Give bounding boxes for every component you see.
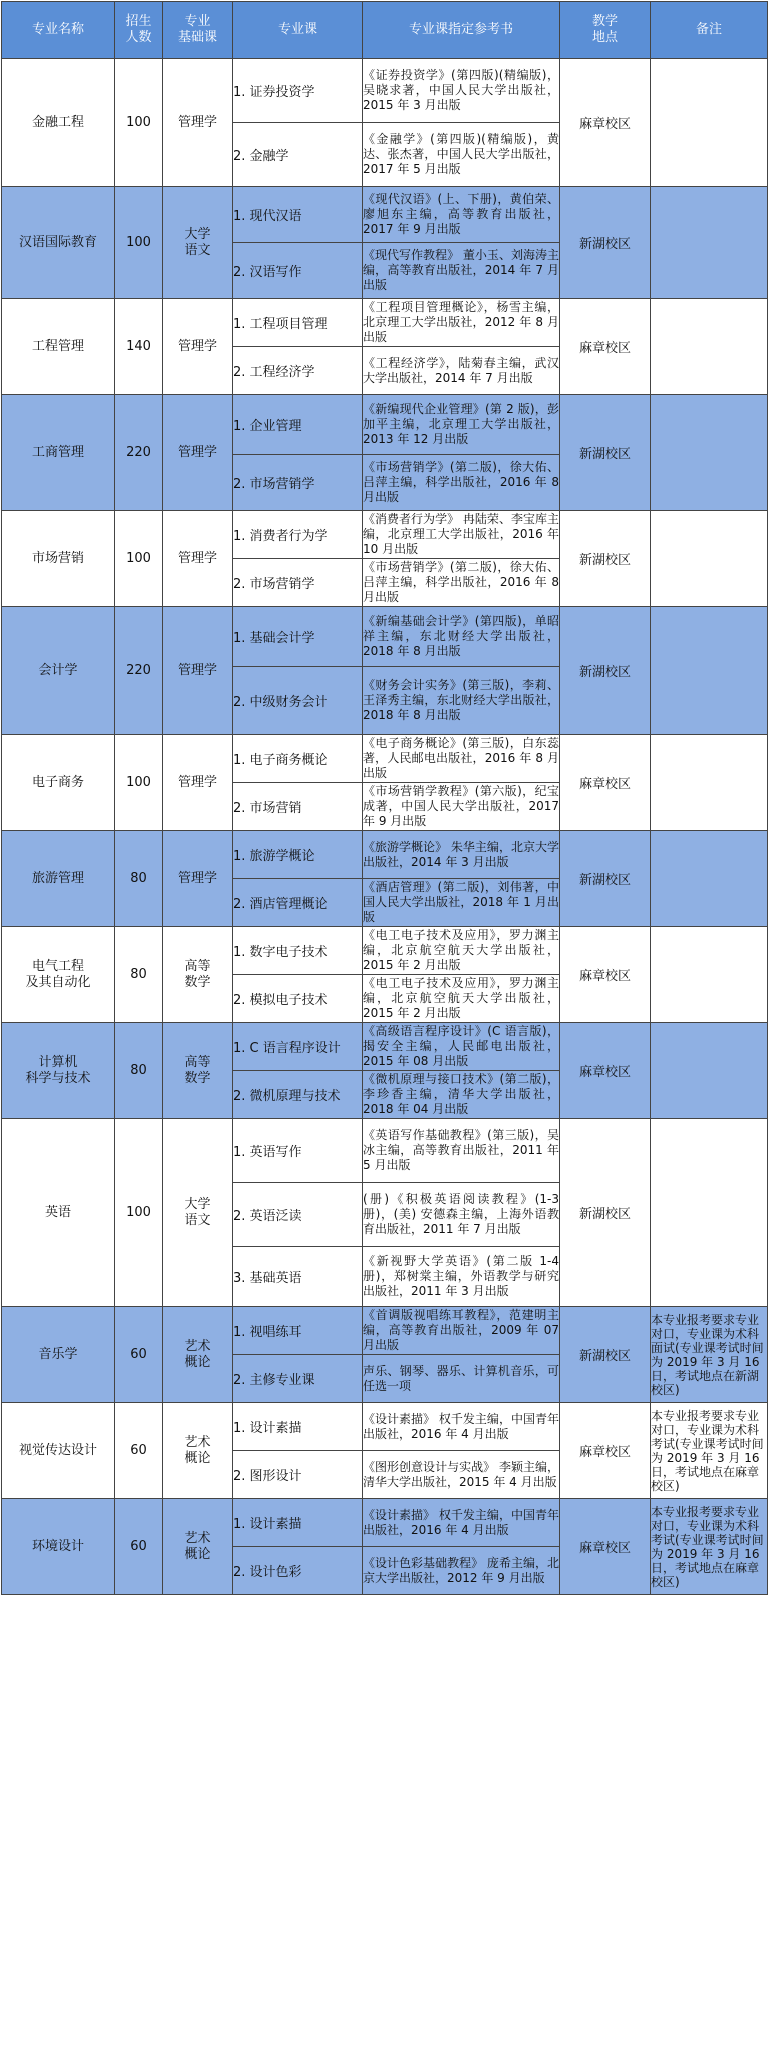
enroll-count-cell: 220 xyxy=(115,607,163,735)
reference-book-cell: (册)《积极英语阅读教程》(1-3 册)，(美) 安德森主编，上海外语教育出版社，2011 年 7 月出版 xyxy=(363,1183,560,1247)
table-body xyxy=(2,59,768,1595)
table-row xyxy=(2,1119,768,1183)
note-cell: 本专业报考要求专业对口，专业课为术科考试(专业课考试时间为 2019 年 3 月 16 日，考试地点在麻章校区) xyxy=(651,1499,768,1595)
reference-book-cell: 《新编现代企业管理》(第 2 版)，彭加平主编，北京理工大学出版社，2013 年 12 月出版 xyxy=(363,395,560,455)
reference-book-cell: 《英语写作基础教程》(第三版)，吴冰主编，高等教育出版社，2011 年 5 月出版 xyxy=(363,1119,560,1183)
campus-cell: 麻章校区 xyxy=(560,299,651,395)
enroll-count-cell: 100 xyxy=(115,735,163,831)
reference-book-cell: 《市场营销学》(第二版)，徐大佑、吕萍主编，科学出版社，2016 年 8 月出版 xyxy=(363,455,560,511)
course-name-cell: 2. 酒店管理概论 xyxy=(233,879,363,927)
note-cell xyxy=(651,607,768,735)
reference-book-cell: 《电工电子技术及应用》，罗力渊主编，北京航空航天大学出版社，2015 年 2 月出版 xyxy=(363,975,560,1023)
table-row xyxy=(2,607,768,667)
course-name-cell: 2. 微机原理与技术 xyxy=(233,1071,363,1119)
enroll-count-cell: 60 xyxy=(115,1307,163,1403)
course-name-cell: 2. 金融学 xyxy=(233,123,363,187)
campus-cell: 新湖校区 xyxy=(560,187,651,299)
basic-course-cell: 管理学 xyxy=(163,831,233,927)
major-name-cell: 计算机 科学与技术 xyxy=(2,1023,115,1119)
basic-course-cell: 管理学 xyxy=(163,511,233,607)
header-enroll: 招生 人数 xyxy=(115,2,163,59)
course-name-cell: 2. 市场营销学 xyxy=(233,559,363,607)
reference-book-cell: 《工程经济学》，陆菊春主编，武汉大学出版社，2014 年 7 月出版 xyxy=(363,347,560,395)
table-row xyxy=(2,395,768,455)
course-name-cell: 3. 基础英语 xyxy=(233,1247,363,1307)
header-note: 备注 xyxy=(651,2,768,59)
major-name-cell: 市场营销 xyxy=(2,511,115,607)
course-name-cell: 2. 英语泛读 xyxy=(233,1183,363,1247)
reference-book-cell: 《新编基础会计学》(第四版)，单昭祥主编，东北财经大学出版社，2018 年 8 月出版 xyxy=(363,607,560,667)
campus-cell: 新湖校区 xyxy=(560,831,651,927)
basic-course-cell: 艺术 概论 xyxy=(163,1499,233,1595)
enroll-count-cell: 60 xyxy=(115,1403,163,1499)
major-name-cell: 音乐学 xyxy=(2,1307,115,1403)
course-name-cell: 1. 消费者行为学 xyxy=(233,511,363,559)
basic-course-cell: 管理学 xyxy=(163,735,233,831)
course-name-cell: 1. 现代汉语 xyxy=(233,187,363,243)
enroll-count-cell: 80 xyxy=(115,831,163,927)
note-cell xyxy=(651,1119,768,1307)
reference-book-cell: 《首调版视唱练耳教程》，范建明主编，高等教育出版社，2009 年 07 月出版 xyxy=(363,1307,560,1355)
major-name-cell: 工程管理 xyxy=(2,299,115,395)
note-cell xyxy=(651,831,768,927)
reference-book-cell: 《新视野大学英语》(第二版 1-4 册)，郑树棠主编，外语教学与研究出版社，2011 年 3 月出版 xyxy=(363,1247,560,1307)
enroll-count-cell: 60 xyxy=(115,1499,163,1595)
table-row xyxy=(2,187,768,243)
reference-book-cell: 《金融学》(第四版)(精编版)，黄达、张杰著，中国人民大学出版社，2017 年 5 月出版 xyxy=(363,123,560,187)
course-name-cell: 1. 基础会计学 xyxy=(233,607,363,667)
course-name-cell: 1. 设计素描 xyxy=(233,1499,363,1547)
major-name-cell: 英语 xyxy=(2,1119,115,1307)
enroll-count-cell: 100 xyxy=(115,59,163,187)
note-cell xyxy=(651,395,768,511)
reference-book-cell: 《市场营销学教程》(第六版)，纪宝成著，中国人民大学出版社，2017 年 9 月出版 xyxy=(363,783,560,831)
course-name-cell: 1. 旅游学概论 xyxy=(233,831,363,879)
course-name-cell: 2. 主修专业课 xyxy=(233,1355,363,1403)
enrollment-table xyxy=(1,1,768,1595)
major-name-cell: 金融工程 xyxy=(2,59,115,187)
major-name-cell: 电气工程 及其自动化 xyxy=(2,927,115,1023)
major-name-cell: 环境设计 xyxy=(2,1499,115,1595)
campus-cell: 新湖校区 xyxy=(560,1307,651,1403)
reference-book-cell: 《电工电子技术及应用》，罗力渊主编，北京航空航天大学出版社，2015 年 2 月出版 xyxy=(363,927,560,975)
enroll-count-cell: 140 xyxy=(115,299,163,395)
reference-book-cell: 《高级语言程序设计》(C 语言版)，揭安全主编，人民邮电出版社，2015 年 08 月出版 xyxy=(363,1023,560,1071)
reference-book-cell: 《财务会计实务》(第三版)，李莉、王泽秀主编，东北财经大学出版社，2018 年 8 月出版 xyxy=(363,667,560,735)
major-name-cell: 汉语国际教育 xyxy=(2,187,115,299)
major-name-cell: 视觉传达设计 xyxy=(2,1403,115,1499)
note-cell xyxy=(651,735,768,831)
major-name-cell: 旅游管理 xyxy=(2,831,115,927)
course-name-cell: 2. 市场营销学 xyxy=(233,455,363,511)
campus-cell: 麻章校区 xyxy=(560,1023,651,1119)
note-cell xyxy=(651,511,768,607)
course-name-cell: 1. 数字电子技术 xyxy=(233,927,363,975)
note-cell: 本专业报考要求专业对口，专业课为术科考试(专业课考试时间为 2019 年 3 月 16 日，考试地点在麻章校区) xyxy=(651,1403,768,1499)
table-row xyxy=(2,735,768,783)
table-row xyxy=(2,927,768,975)
reference-book-cell: 《微机原理与接口技术》(第二版)，李珍香主编，清华大学出版社，2018 年 04 月出版 xyxy=(363,1071,560,1119)
course-name-cell: 1. 企业管理 xyxy=(233,395,363,455)
campus-cell: 麻章校区 xyxy=(560,1499,651,1595)
table-row xyxy=(2,59,768,123)
major-name-cell: 工商管理 xyxy=(2,395,115,511)
reference-book-cell: 《设计素描》 权千发主编，中国青年出版社，2016 年 4 月出版 xyxy=(363,1403,560,1451)
reference-book-cell: 《现代汉语》(上、下册)，黄伯荣、廖旭东主编，高等教育出版社，2017 年 9 月出版 xyxy=(363,187,560,243)
course-name-cell: 1. 设计素描 xyxy=(233,1403,363,1451)
header-course: 专业课 xyxy=(233,2,363,59)
course-name-cell: 2. 中级财务会计 xyxy=(233,667,363,735)
campus-cell: 麻章校区 xyxy=(560,59,651,187)
table-row xyxy=(2,1023,768,1071)
basic-course-cell: 管理学 xyxy=(163,299,233,395)
table-row xyxy=(2,1499,768,1547)
campus-cell: 新湖校区 xyxy=(560,607,651,735)
campus-cell: 新湖校区 xyxy=(560,1119,651,1307)
campus-cell: 麻章校区 xyxy=(560,735,651,831)
note-cell xyxy=(651,187,768,299)
enroll-count-cell: 100 xyxy=(115,187,163,299)
note-cell: 本专业报考要求专业对口，专业课为术科面试(专业课考试时间为 2019 年 3 月 16 日，考试地点在新湖校区) xyxy=(651,1307,768,1403)
basic-course-cell: 高等 数学 xyxy=(163,1023,233,1119)
campus-cell: 麻章校区 xyxy=(560,1403,651,1499)
enroll-count-cell: 80 xyxy=(115,1023,163,1119)
basic-course-cell: 高等 数学 xyxy=(163,927,233,1023)
reference-book-cell: 《工程项目管理概论》，杨雪主编，北京理工大学出版社，2012 年 8 月出版 xyxy=(363,299,560,347)
reference-book-cell: 《设计素描》 权千发主编，中国青年出版社，2016 年 4 月出版 xyxy=(363,1499,560,1547)
course-name-cell: 2. 汉语写作 xyxy=(233,243,363,299)
basic-course-cell: 大学 语文 xyxy=(163,1119,233,1307)
campus-cell: 新湖校区 xyxy=(560,511,651,607)
note-cell xyxy=(651,927,768,1023)
major-name-cell: 会计学 xyxy=(2,607,115,735)
reference-book-cell: 《现代写作教程》 董小玉、刘海涛主编，高等教育出版社，2014 年 7 月出版 xyxy=(363,243,560,299)
course-name-cell: 2. 模拟电子技术 xyxy=(233,975,363,1023)
basic-course-cell: 艺术 概论 xyxy=(163,1403,233,1499)
basic-course-cell: 大学 语文 xyxy=(163,187,233,299)
note-cell xyxy=(651,299,768,395)
header-row xyxy=(2,2,768,59)
campus-cell: 麻章校区 xyxy=(560,927,651,1023)
note-cell xyxy=(651,1023,768,1119)
reference-book-cell: 《市场营销学》(第二版)，徐大佑、吕萍主编，科学出版社，2016 年 8 月出版 xyxy=(363,559,560,607)
basic-course-cell: 艺术 概论 xyxy=(163,1307,233,1403)
course-name-cell: 1. 工程项目管理 xyxy=(233,299,363,347)
course-name-cell: 2. 工程经济学 xyxy=(233,347,363,395)
header-basic-course: 专业 基础课 xyxy=(163,2,233,59)
header-reference-books: 专业课指定参考书 xyxy=(363,2,560,59)
basic-course-cell: 管理学 xyxy=(163,395,233,511)
course-name-cell: 1. 视唱练耳 xyxy=(233,1307,363,1355)
reference-book-cell: 《酒店管理》(第二版)，刘伟著，中国人民大学出版社，2018 年 1 月出版 xyxy=(363,879,560,927)
basic-course-cell: 管理学 xyxy=(163,59,233,187)
table-row xyxy=(2,1307,768,1355)
course-name-cell: 2. 市场营销 xyxy=(233,783,363,831)
reference-book-cell: 《证券投资学》(第四版)(精编版)，吴晓求著，中国人民大学出版社，2015 年 3 月出版 xyxy=(363,59,560,123)
header-campus: 教学 地点 xyxy=(560,2,651,59)
basic-course-cell: 管理学 xyxy=(163,607,233,735)
enroll-count-cell: 100 xyxy=(115,511,163,607)
enroll-count-cell: 100 xyxy=(115,1119,163,1307)
enroll-count-cell: 220 xyxy=(115,395,163,511)
table-row xyxy=(2,511,768,559)
enroll-count-cell: 80 xyxy=(115,927,163,1023)
header-major: 专业名称 xyxy=(2,2,115,59)
course-name-cell: 2. 图形设计 xyxy=(233,1451,363,1499)
reference-book-cell: 《旅游学概论》 朱华主编，北京大学出版社，2014 年 3 月出版 xyxy=(363,831,560,879)
reference-book-cell: 《图形创意设计与实战》 李颖主编，清华大学出版社，2015 年 4 月出版 xyxy=(363,1451,560,1499)
course-name-cell: 1. 英语写作 xyxy=(233,1119,363,1183)
course-name-cell: 1. 电子商务概论 xyxy=(233,735,363,783)
note-cell xyxy=(651,59,768,187)
reference-book-cell: 《设计色彩基础教程》 庞希主编，北京大学出版社，2012 年 9 月出版 xyxy=(363,1547,560,1595)
reference-book-cell: 《消费者行为学》 冉陆荣、李宝库主编，北京理工大学出版社，2016 年 10 月出版 xyxy=(363,511,560,559)
table-row xyxy=(2,1403,768,1451)
reference-book-cell: 声乐、钢琴、器乐、计算机音乐，可任选一项 xyxy=(363,1355,560,1403)
course-name-cell: 2. 设计色彩 xyxy=(233,1547,363,1595)
course-name-cell: 1. 证券投资学 xyxy=(233,59,363,123)
campus-cell: 新湖校区 xyxy=(560,395,651,511)
course-name-cell: 1. C 语言程序设计 xyxy=(233,1023,363,1071)
table-row xyxy=(2,299,768,347)
reference-book-cell: 《电子商务概论》(第三版)，白东蕊著，人民邮电出版社，2016 年 8 月出版 xyxy=(363,735,560,783)
table-row xyxy=(2,831,768,879)
major-name-cell: 电子商务 xyxy=(2,735,115,831)
